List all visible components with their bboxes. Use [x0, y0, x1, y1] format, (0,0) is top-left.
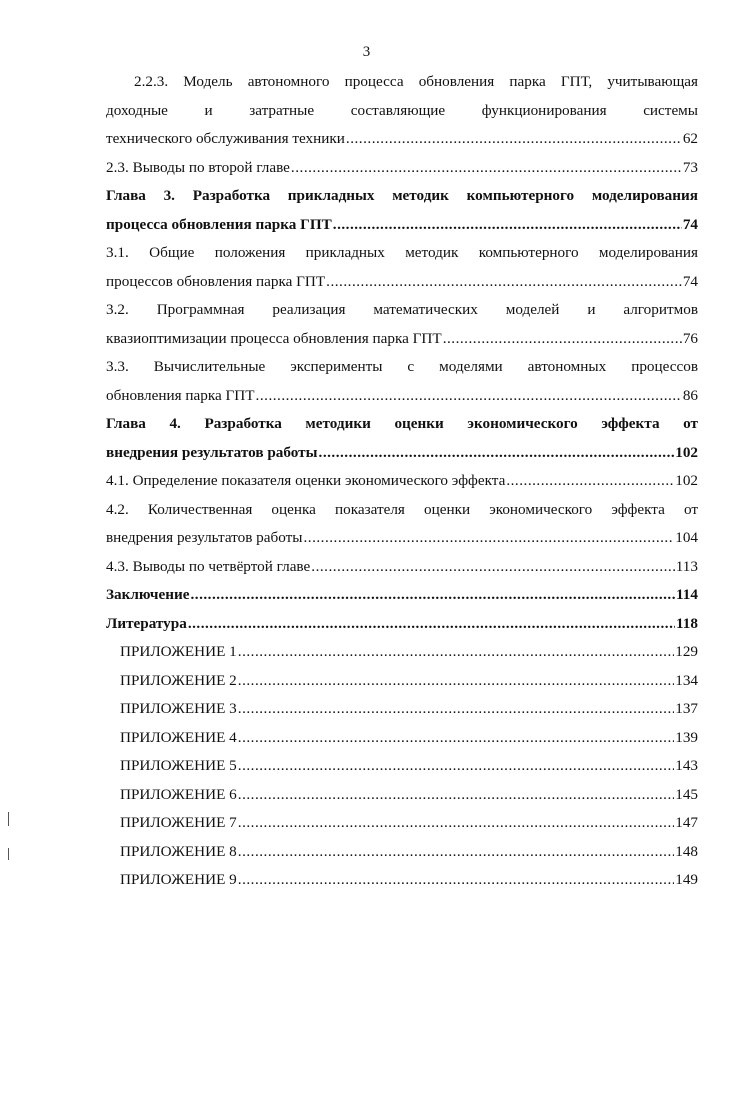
table-of-contents: [106, 68, 698, 895]
toc-entry-last-line: [106, 325, 698, 354]
toc-entry-title: Литература: [106, 614, 187, 632]
toc-page-number: 104: [675, 529, 698, 546]
toc-entry-title: ПРИЛОЖЕНИЕ 7: [120, 814, 237, 831]
toc-entry-last-line: [106, 382, 698, 411]
dot-leader: [238, 667, 674, 696]
toc-entry-title: ПРИЛОЖЕНИЕ 2: [120, 671, 237, 689]
dot-leader: [238, 809, 674, 838]
toc-entry-title: процессов обновления парка ГПТ: [106, 272, 326, 290]
dot-leader: [443, 325, 682, 354]
dot-leader: [256, 382, 682, 411]
toc-page-number: 147: [675, 814, 698, 831]
dot-leader: [303, 524, 674, 553]
toc-entry-title: ПРИЛОЖЕНИЕ 6: [120, 785, 237, 803]
toc-entry-title: ПРИЛОЖЕНИЕ 4: [120, 728, 237, 746]
toc-entry-line: Глава 3. Разработка прикладных методик компьютерного моделирования: [106, 187, 698, 204]
toc-entry-title: ПРИЛОЖЕНИЕ 3: [120, 700, 237, 717]
toc-page-number: 149: [675, 871, 698, 888]
toc-entry-line: 2.2.3. Модель автономного процесса обновления парка ГПТ, учитывающая: [134, 73, 698, 90]
dot-leader: [291, 154, 682, 183]
dot-leader: [238, 781, 674, 810]
toc-entry[interactable]: [106, 838, 698, 867]
toc-entry-last-line: [120, 838, 698, 867]
toc-entry-last-line: [106, 524, 698, 553]
toc-entry-last-line: [120, 752, 698, 781]
toc-page-number: 113: [675, 557, 698, 575]
dot-leader: [238, 695, 674, 724]
toc-entry-title: внедрения результатов работы: [106, 443, 318, 461]
toc-entry-line: Глава 4. Разработка методики оценки экономического эффекта от: [106, 415, 698, 432]
toc-entry-last-line: [120, 724, 698, 753]
toc-entry-title: процесса обновления парка ГПТ: [106, 215, 332, 233]
toc-page-number: 145: [675, 785, 698, 803]
dot-leader: [238, 752, 674, 781]
dot-leader: [188, 610, 675, 639]
toc-entry-line: 3.2. Программная реализация математических моделей и алгоритмов: [106, 301, 698, 318]
toc-entry-line: доходные и затратные составляющие функционирования системы: [106, 101, 698, 119]
toc-page-number: 134: [675, 671, 698, 689]
toc-entry-line: 3.3. Вычислительные эксперименты с моделями автономных процессов: [106, 358, 698, 375]
toc-entry[interactable]: [106, 581, 698, 610]
toc-entry[interactable]: [106, 353, 698, 410]
dot-leader: [333, 211, 682, 240]
toc-entry-title: обновления парка ГПТ: [106, 386, 255, 404]
toc-page-number: 148: [675, 842, 698, 860]
toc-entry-last-line: [120, 638, 698, 667]
toc-entry-title: ПРИЛОЖЕНИЕ 8: [120, 842, 237, 860]
toc-page-number: 73: [682, 158, 698, 176]
toc-entry-title: внедрения результатов работы: [106, 529, 303, 546]
toc-entry-last-line: [106, 439, 698, 468]
toc-entry-title: Заключение: [106, 586, 190, 603]
toc-entry[interactable]: [106, 154, 698, 183]
margin-mark: [8, 848, 9, 860]
toc-page-number: 143: [675, 757, 698, 774]
toc-page-number: 118: [676, 614, 698, 632]
toc-entry-title: квазиоптимизации процесса обновления парка ГПТ: [106, 329, 442, 347]
toc-entry-last-line: [106, 610, 698, 639]
toc-entry[interactable]: [106, 410, 698, 467]
dot-leader: [238, 866, 674, 895]
toc-entry[interactable]: [106, 496, 698, 553]
margin-mark: [8, 812, 9, 826]
toc-entry-title: 2.3. Выводы по второй главе: [106, 158, 290, 176]
toc-page-number: 129: [675, 643, 698, 660]
toc-entry-last-line: [120, 695, 698, 724]
page-number: 3: [362, 44, 371, 60]
toc-entry[interactable]: [106, 724, 698, 753]
dot-leader: [238, 724, 674, 753]
dot-leader: [326, 268, 682, 297]
toc-page-number: 86: [682, 386, 698, 404]
toc-entry[interactable]: [106, 809, 698, 838]
toc-entry[interactable]: [106, 239, 698, 296]
toc-entry[interactable]: [106, 695, 698, 724]
toc-page-number: 102: [675, 472, 698, 489]
toc-entry[interactable]: [106, 752, 698, 781]
toc-entry[interactable]: [106, 610, 698, 639]
toc-page-number: 76: [682, 329, 698, 347]
toc-entry-last-line: [120, 866, 698, 895]
toc-entry-last-line: [106, 467, 698, 496]
toc-entry-last-line: [106, 268, 698, 297]
toc-entry-title: 4.3. Выводы по четвёртой главе: [106, 557, 311, 575]
toc-entry[interactable]: [106, 866, 698, 895]
toc-entry[interactable]: [106, 667, 698, 696]
toc-entry[interactable]: [106, 68, 698, 154]
toc-entry-title: ПРИЛОЖЕНИЕ 9: [120, 871, 237, 888]
toc-entry-last-line: [120, 667, 698, 696]
toc-entry-last-line: [106, 581, 698, 610]
toc-entry-last-line: [106, 211, 698, 240]
toc-entry-title: технического обслуживания техники: [106, 130, 345, 147]
toc-entry-line: 4.2. Количественная оценка показателя оценки экономического эффекта от: [106, 500, 698, 518]
toc-page-number: 74: [682, 272, 698, 290]
toc-entry[interactable]: [106, 296, 698, 353]
toc-entry-last-line: [120, 781, 698, 810]
toc-entry-last-line: [106, 553, 698, 582]
dot-leader: [311, 553, 675, 582]
toc-entry-last-line: [120, 809, 698, 838]
toc-entry-title: 4.1. Определение показателя оценки экономического эффекта: [106, 472, 506, 489]
toc-entry[interactable]: [106, 781, 698, 810]
toc-page-number: 137: [675, 700, 698, 717]
toc-entry-last-line: [106, 125, 698, 154]
toc-entry[interactable]: [106, 638, 698, 667]
dot-leader: [506, 467, 674, 496]
toc-page-number: 114: [676, 586, 698, 603]
toc-entry[interactable]: [106, 553, 698, 582]
toc-entry[interactable]: [106, 182, 698, 239]
dot-leader: [238, 638, 674, 667]
toc-entry-line: 3.1. Общие положения прикладных методик компьютерного моделирования: [106, 244, 698, 261]
toc-page-number: 62: [682, 130, 698, 147]
dot-leader: [346, 125, 682, 154]
toc-entry[interactable]: [106, 467, 698, 496]
toc-page-number: 102: [675, 443, 698, 461]
toc-page-number: 74: [682, 215, 698, 233]
toc-page-number: 139: [675, 728, 698, 746]
dot-leader: [190, 581, 675, 610]
toc-entry-last-line: [106, 154, 698, 183]
dot-leader: [238, 838, 674, 867]
toc-entry-title: ПРИЛОЖЕНИЕ 1: [120, 643, 237, 660]
dot-leader: [319, 439, 675, 468]
toc-entry-title: ПРИЛОЖЕНИЕ 5: [120, 757, 237, 774]
